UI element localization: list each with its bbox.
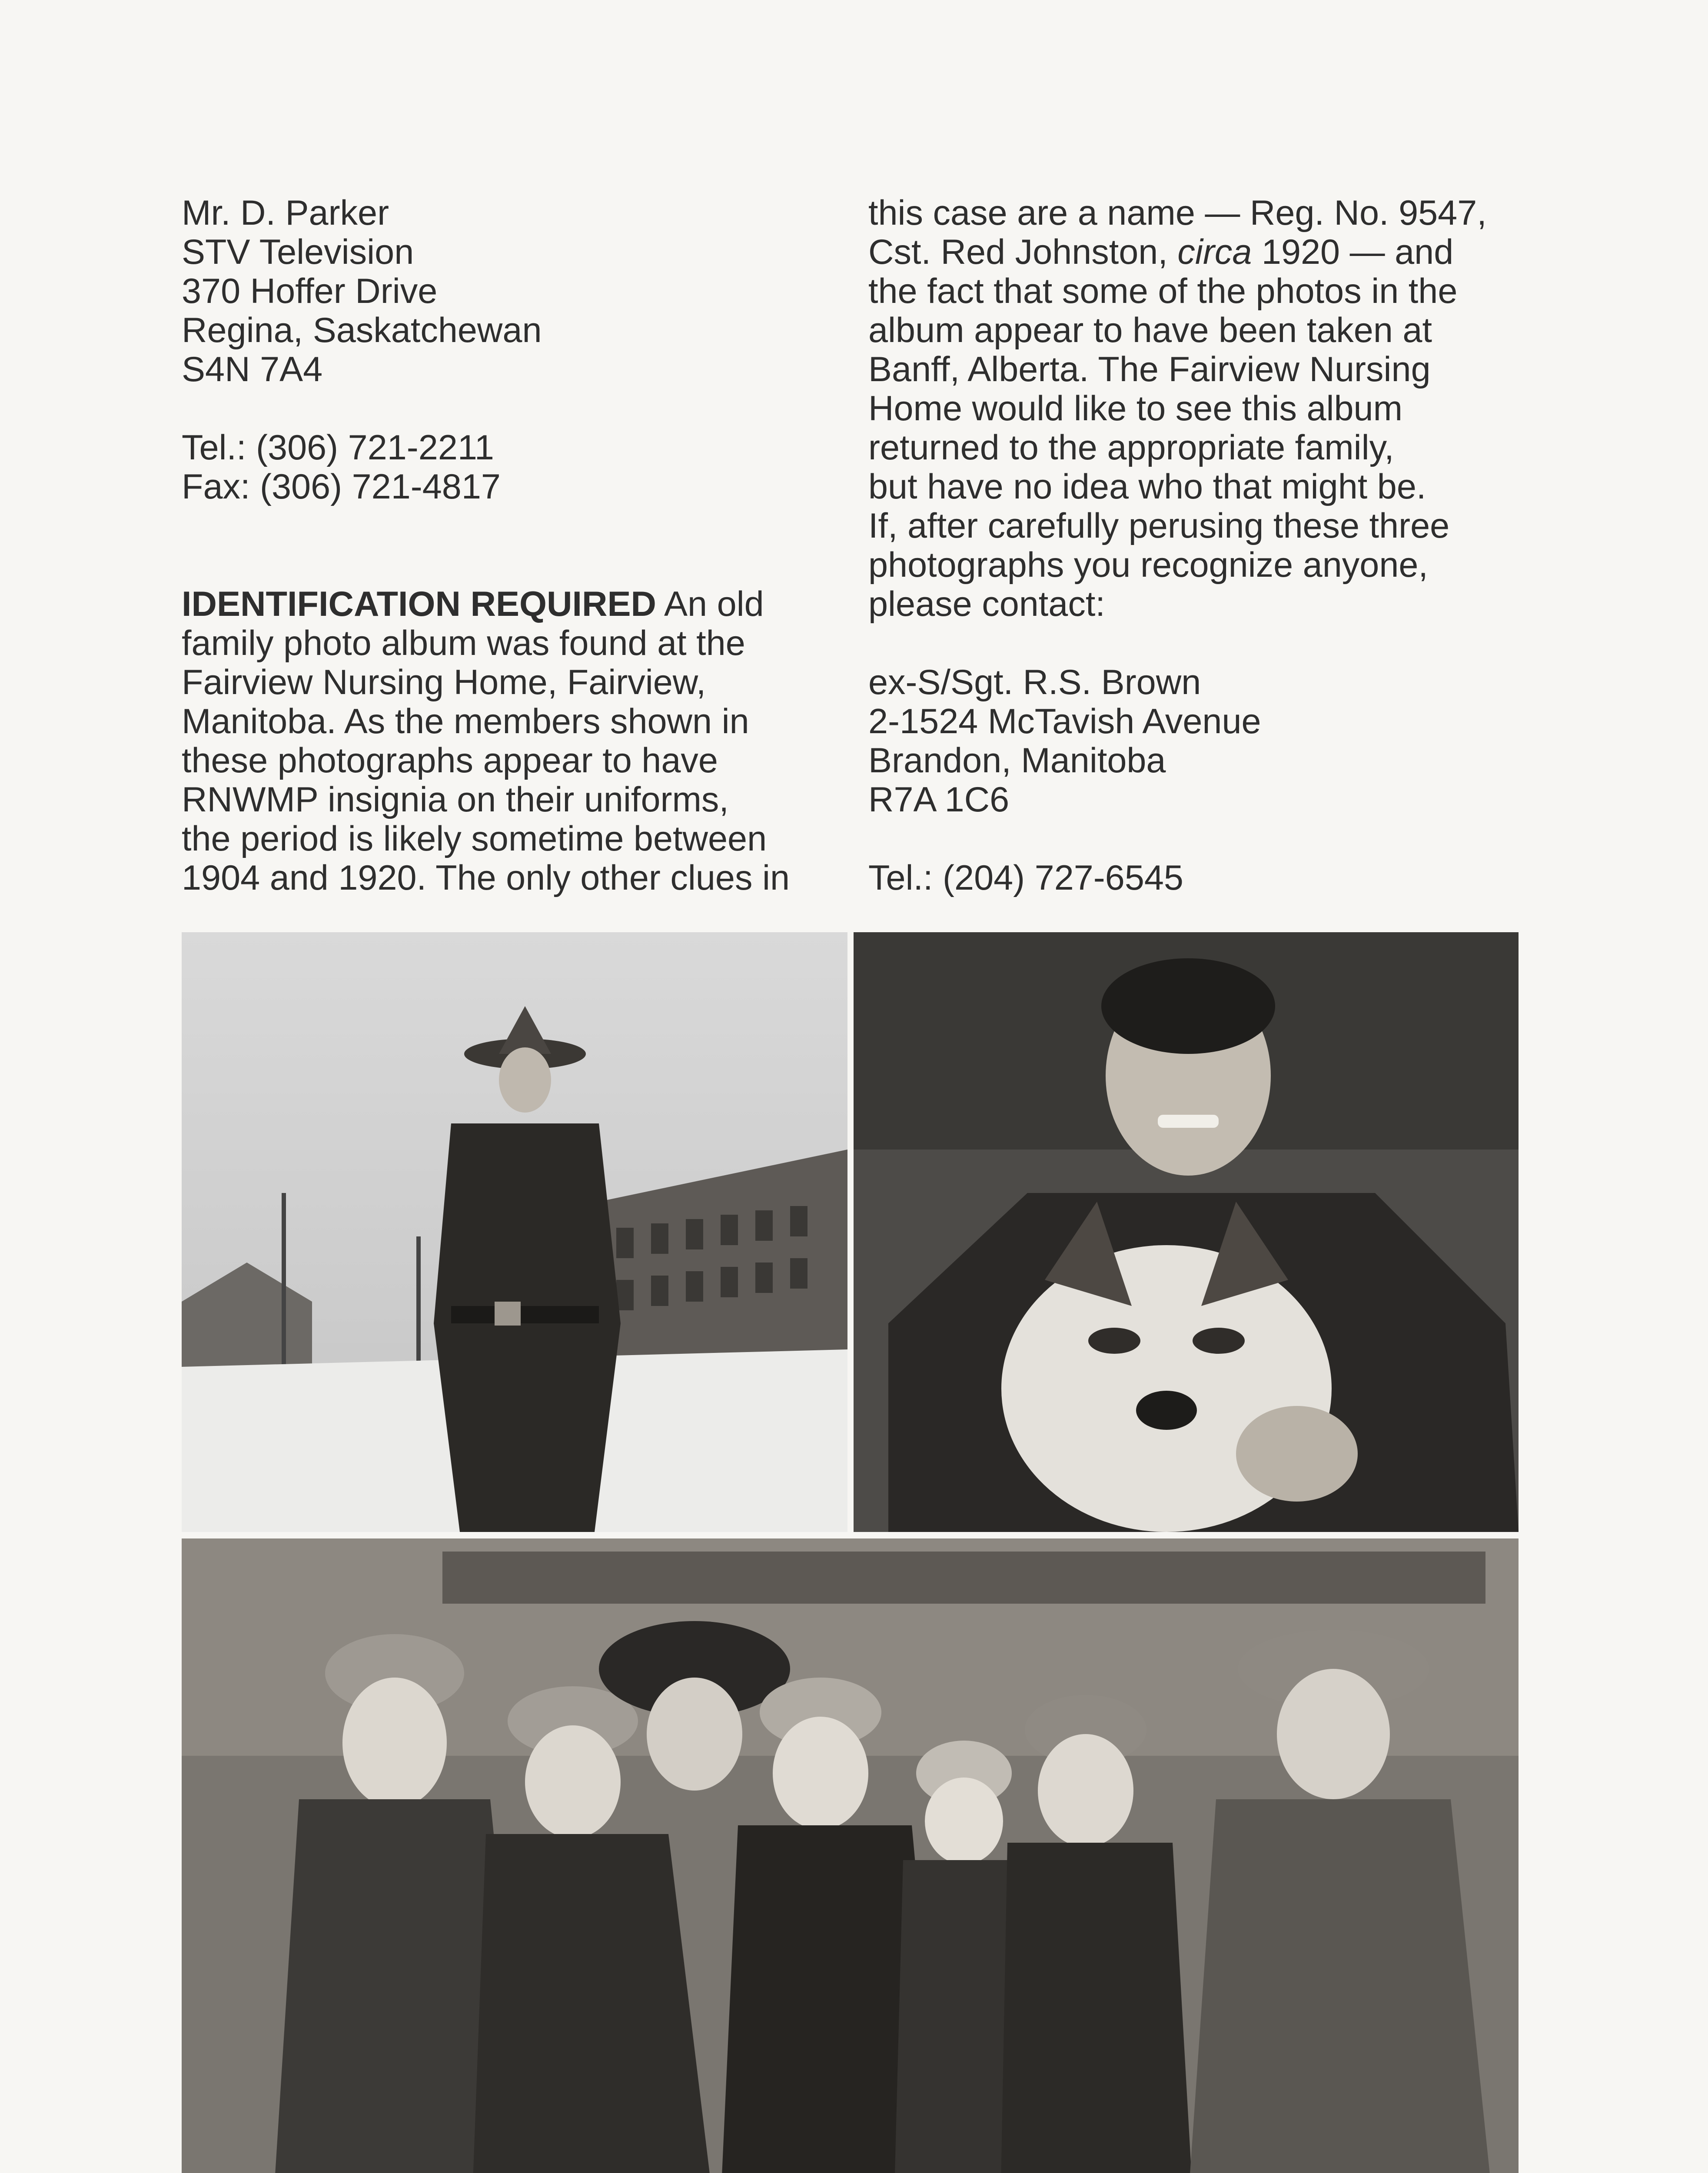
address-line: STV Television: [182, 233, 414, 272]
address-line: Mr. D. Parker: [182, 193, 389, 233]
notice-line: An old: [656, 585, 764, 624]
body-line: If, after carefully perusing these three: [868, 506, 1450, 545]
notice-line: family photo album was found at the: [182, 624, 745, 663]
address-block: [182, 193, 829, 389]
left-column: [182, 193, 829, 897]
contact-line: ex-S/Sgt. R.S. Brown: [868, 663, 1201, 702]
notice-line: 1904 and 1920. The only other clues in: [182, 858, 790, 897]
notice-line: these photographs appear to have: [182, 741, 718, 780]
body-line: photographs you recognize anyone,: [868, 545, 1428, 585]
notice-line: Fairview Nursing Home, Fairview,: [182, 663, 706, 702]
body-line: Home would like to see this album: [868, 389, 1403, 428]
body-line: returned to the appropriate family,: [868, 428, 1394, 467]
notice-heading: IDENTIFICATION REQUIRED: [182, 585, 656, 624]
contact-line: R7A 1C6: [868, 780, 1010, 819]
contact-line: Brandon, Manitoba: [868, 741, 1166, 780]
photo-family-group: [182, 1538, 1519, 2173]
body-line: this case are a name — Reg. No. 9547,: [868, 193, 1487, 233]
notice-line: the period is likely sometime between: [182, 819, 767, 858]
right-column: [868, 193, 1520, 897]
photo-man-with-dog: [854, 932, 1519, 1532]
body-line: Banff, Alberta. The Fairview Nursing: [868, 350, 1431, 389]
notice-body: [182, 585, 829, 897]
body-line: Cst. Red Johnston, circa 1920 — and: [868, 233, 1454, 272]
fax-number: Fax: (306) 721-4817: [182, 467, 501, 506]
contact-phone: Tel.: (204) 727-6545: [868, 858, 1183, 897]
phone-number: Tel.: (306) 721-2211: [182, 428, 494, 467]
address-line: Regina, Saskatchewan: [182, 311, 542, 350]
body-line: please contact:: [868, 585, 1105, 624]
notice-line: RNWMP insignia on their uniforms,: [182, 780, 729, 819]
contact-block: [868, 663, 1520, 819]
notice-line: Manitoba. As the members shown in: [182, 702, 749, 741]
body-line: album appear to have been taken at: [868, 311, 1432, 350]
body-line: the fact that some of the photos in the: [868, 272, 1458, 311]
contact-line: 2-1524 McTavish Avenue: [868, 702, 1261, 741]
address-line: S4N 7A4: [182, 350, 323, 389]
body-line: but have no idea who that might be.: [868, 467, 1426, 506]
photo-officer-in-uniform: [182, 932, 847, 1532]
address-line: 370 Hoffer Drive: [182, 272, 438, 311]
